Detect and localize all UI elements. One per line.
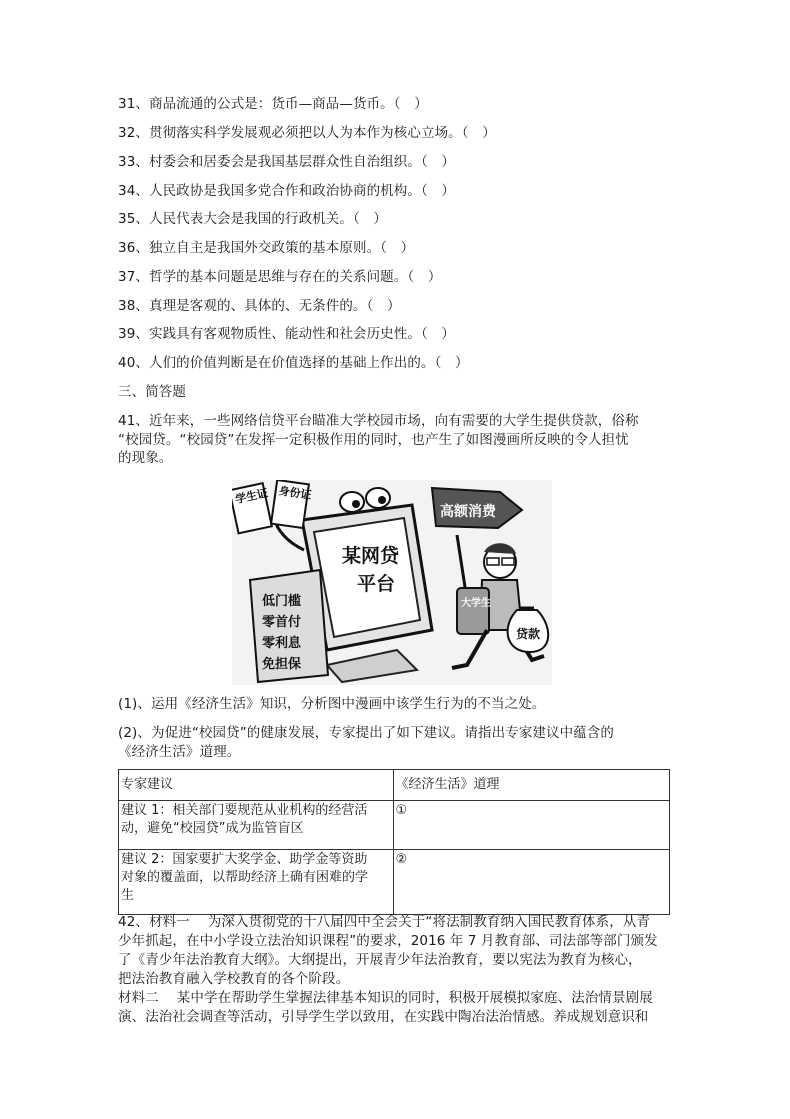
money-bag-label: 贷款 <box>516 627 541 641</box>
tf-item-32: 32、贯彻落实科学发展观必须把以人为本作为核心立场。（ ） <box>118 125 496 141</box>
tf-item-38: 38、真理是客观的、具体的、无条件的。（ ） <box>118 298 401 314</box>
tf-item-37: 37、哲学的基本问题是思维与存在的关系问题。（ ） <box>118 269 442 285</box>
card-id-label: 身份证 <box>277 484 313 502</box>
table-cell-answer: ① <box>393 801 669 850</box>
backpack-label: 大学生 <box>461 598 491 609</box>
advice-line: 建议 2：国家要扩大奖学金、助学金等资助 <box>121 852 368 867</box>
card-student-label: 学生证 <box>234 486 270 507</box>
table-header-principle: 《经济生活》道理 <box>393 770 669 801</box>
advice-line: 建议 1：相关部门要规范从业机构的经营活 <box>121 803 368 818</box>
tf-item-34: 34、人民政协是我国多党合作和政治协商的机构。（ ） <box>118 183 456 199</box>
sign-line-1: 低门槛 <box>262 594 302 609</box>
screen-title-2: 平台 <box>357 573 396 595</box>
tf-item-36: 36、独立自主是我国外交政策的基本原则。（ ） <box>118 240 415 256</box>
table-header-row <box>119 770 670 801</box>
q41-line-1: 41、近年来，一些网络信贷平台瞄准大学校园市场，向有需要的大学生提供贷款，俗称 <box>118 413 639 429</box>
tf-item-40: 40、人们的价值判断是在价值选择的基础上作出的。（ ） <box>118 355 469 371</box>
tf-item-35: 35、人民代表大会是我国的行政机关。（ ） <box>118 211 388 227</box>
tf-item-33: 33、村委会和居委会是我国基层群众性自治组织。（ ） <box>118 154 456 170</box>
advice-line: 对象的覆盖面，以帮助经济上确有困难的学 <box>121 870 369 885</box>
table-cell-advice <box>119 801 394 850</box>
section-title: 三、简答题 <box>118 384 186 400</box>
q41-sub-1: (1)、运用《经济生活》知识，分析图中漫画中该学生行为的不当之处。 <box>118 696 546 712</box>
arrow-sign-label: 高额消费 <box>440 504 496 520</box>
table-header-advice: 专家建议 <box>119 770 394 801</box>
advice-table <box>118 769 670 915</box>
q42-line-4: 把法治教育融入学校教育的各个阶段。 <box>118 971 350 987</box>
q42-line-5: 材料二 某中学在帮助学生掌握法律基本知识的同时，积极开展模拟家庭、法治情景剧展 <box>118 990 653 1006</box>
q41-line-3: 的现象。 <box>118 450 173 466</box>
table-cell-answer: ② <box>393 850 669 915</box>
table-cell-advice <box>119 850 394 915</box>
q42-line-3: 了《青少年法治教育大纲》。大纲提出，开展青少年法治教育，要以宪法为教育为核心， <box>118 952 642 968</box>
sign-line-2: 零首付 <box>262 615 302 630</box>
q42-line-1: 42、材料一 为深入贯彻党的十八届四中全会关于“将法制教育纳入国民教育体系，从青 <box>118 914 651 930</box>
q41-sub-2-line-1: (2)、为促进“校园贷”的健康发展，专家提出了如下建议。请指出专家建议中蕴含的 <box>118 725 615 741</box>
table-row <box>119 850 670 915</box>
tf-item-39: 39、实践具有客观物质性、能动性和社会历史性。（ ） <box>118 326 456 342</box>
loan-cartoon-illustration <box>232 480 552 685</box>
advice-line: 生 <box>121 888 135 903</box>
q41-sub-2-line-2: 《经济生活》道理。 <box>118 744 241 760</box>
advice-line: 动，避免“校园贷”成为监管盲区 <box>121 821 304 836</box>
sign-line-3: 零利息 <box>262 636 302 651</box>
table-row <box>119 801 670 850</box>
sign-line-4: 免担保 <box>262 657 302 672</box>
screen-title-1: 某网贷 <box>342 545 400 567</box>
q42-line-2: 少年抓起，在中小学设立法治知识课程”的要求，2016 年 7 月教育部、司法部等部门颁发 <box>118 933 658 949</box>
q41-line-2: “校园贷。“校园贷”在发挥一定积极作用的同时，也产生了如图漫画所反映的令人担忧 <box>118 432 629 448</box>
q42-line-6: 演、法治社会调查等活动，引导学生学以致用，在实践中陶冶法治情感。养成规划意识和 <box>118 1009 649 1025</box>
tf-item-31: 31、商品流通的公式是：货币—商品—货币。（ ） <box>118 96 428 112</box>
